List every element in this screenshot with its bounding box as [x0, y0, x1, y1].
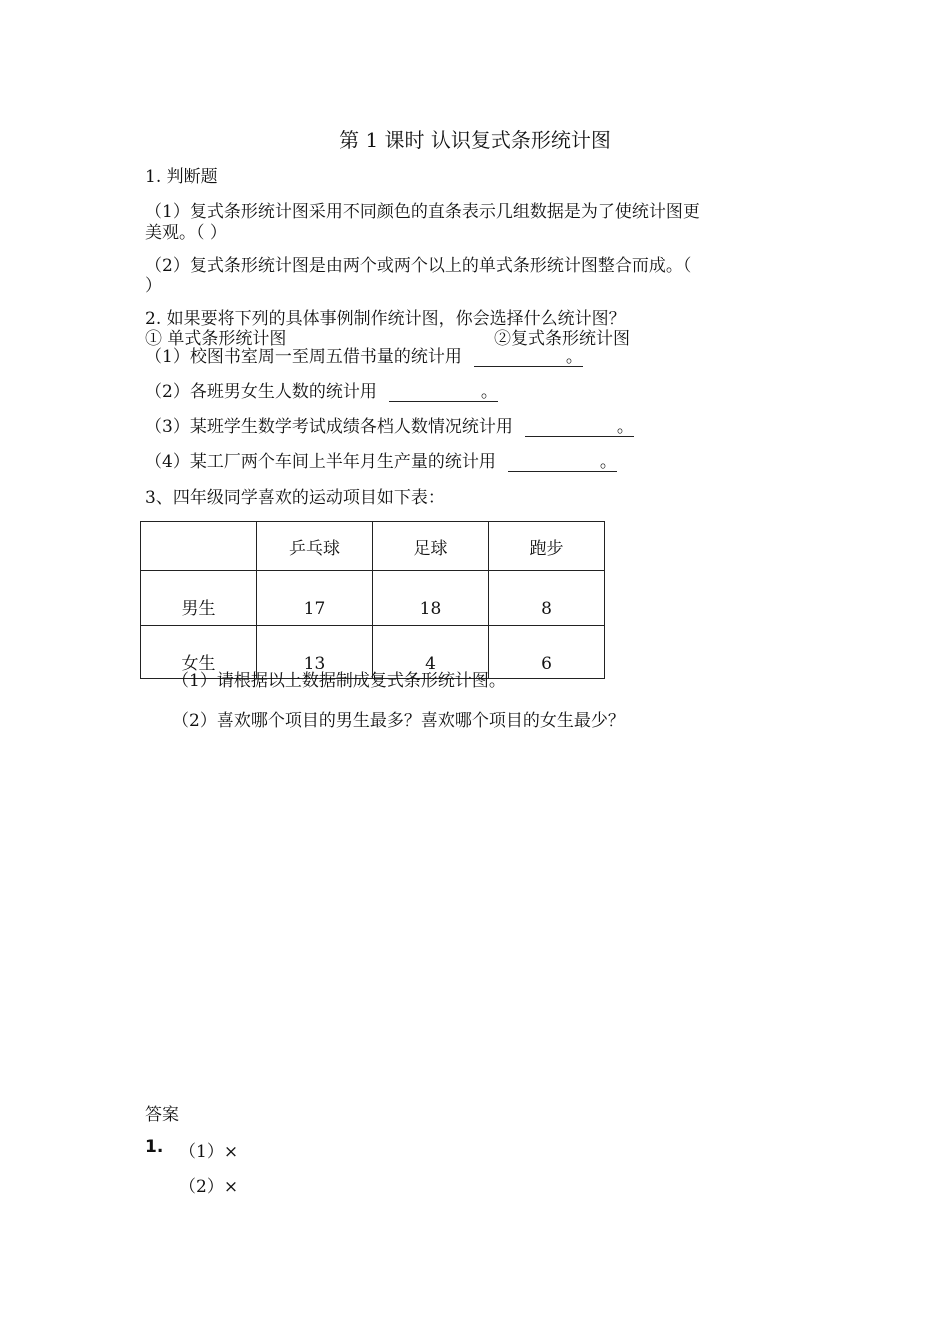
q3-sub-1: （1）请根据以上数据制成复式条形统计图。 — [172, 671, 506, 691]
q2-item-2 — [145, 381, 498, 403]
table-row — [141, 571, 605, 626]
q2-item-1-text: （1）校图书室周一至周五借书量的统计用 — [145, 347, 462, 367]
table-cell: 17 — [257, 571, 373, 626]
answer-1-2: （2）× — [179, 1177, 239, 1197]
q1-heading: 1. 判断题 — [145, 167, 218, 187]
answer-blank[interactable]: 。 — [525, 418, 634, 437]
answer-blank[interactable]: 。 — [389, 383, 498, 402]
page-title: 第 1 课时 认识复式条形统计图 — [339, 128, 611, 152]
answer-number-1: 1. — [145, 1137, 164, 1157]
q2-item-4 — [145, 451, 617, 473]
table-cell: 4 — [373, 626, 489, 679]
answer-blank[interactable]: 。 — [474, 348, 583, 367]
table-cell: 男生 — [141, 571, 257, 626]
table-header-cell: 足球 — [373, 522, 489, 571]
q3-sub-2: （2）喜欢哪个项目的男生最多？喜欢哪个项目的女生最少？ — [172, 711, 625, 731]
table-header-cell — [141, 522, 257, 571]
q2-item-4-text: （4）某工厂两个车间上半年月生产量的统计用 — [145, 452, 496, 472]
q1-item1-line2: 美观。（ ） — [145, 223, 227, 243]
q1-item2-line2: ） — [145, 276, 162, 296]
sports-table — [140, 521, 605, 679]
table-header-cell: 乒乓球 — [257, 522, 373, 571]
q2-heading: 2. 如果要将下列的具体事例制作统计图，你会选择什么统计图？ — [145, 309, 626, 329]
q1-item1-line1: （1）复式条形统计图采用不同颜色的直条表示几组数据是为了使统计图更 — [145, 202, 700, 222]
q2-item-2-text: （2）各班男女生人数的统计用 — [145, 382, 377, 402]
table-header-cell: 跑步 — [489, 522, 605, 571]
answer-1-1: （1）× — [179, 1142, 239, 1162]
q2-item-3-text: （3）某班学生数学考试成绩各档人数情况统计用 — [145, 417, 513, 437]
q1-item2-line1: （2）复式条形统计图是由两个或两个以上的单式条形统计图整合而成。（ — [145, 256, 692, 276]
table-cell: 6 — [489, 626, 605, 679]
table-cell: 女生 — [141, 626, 257, 679]
q2-option-1: ① 单式条形统计图 — [145, 329, 287, 349]
answer-blank[interactable]: 。 — [508, 453, 617, 472]
table-header-row — [141, 522, 605, 571]
answers-heading: 答案 — [145, 1105, 179, 1125]
q3-heading: 3、四年级同学喜欢的运动项目如下表： — [145, 488, 445, 508]
table-cell: 18 — [373, 571, 489, 626]
q2-option-2: ②复式条形统计图 — [494, 329, 630, 349]
table-cell: 8 — [489, 571, 605, 626]
q2-item-1 — [145, 346, 583, 368]
q2-item-3 — [145, 416, 634, 438]
table-cell: 13 — [257, 626, 373, 679]
